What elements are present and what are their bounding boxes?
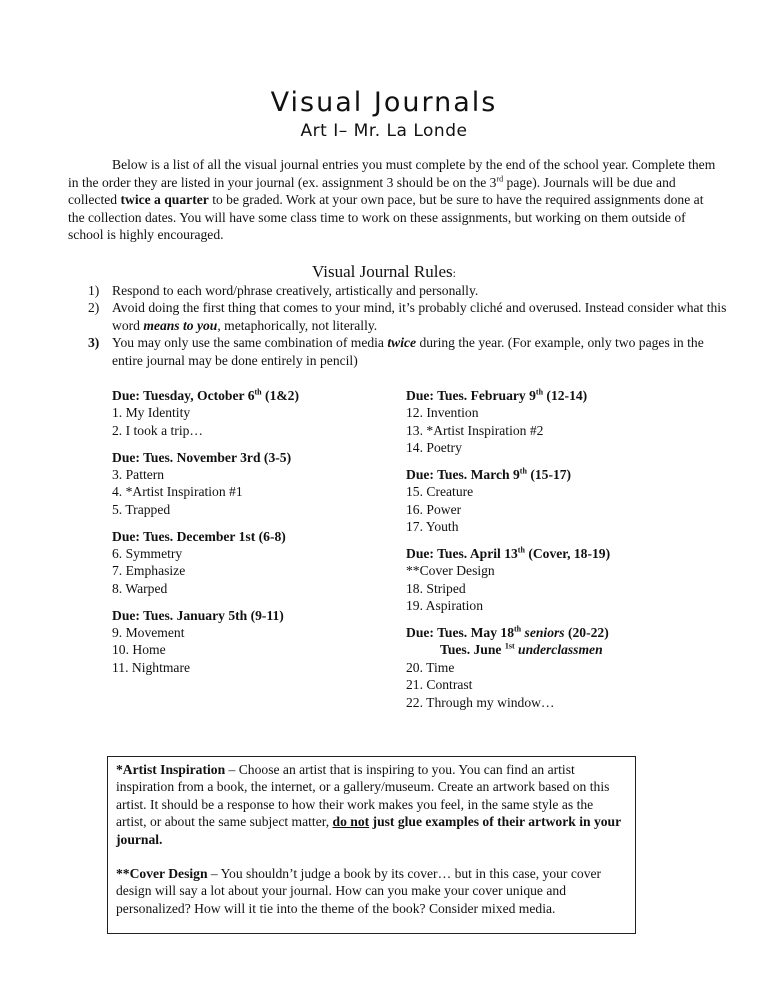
rule-text: You may only use the same combination of media bbox=[112, 335, 388, 351]
due-group bbox=[406, 624, 736, 711]
assignment-item: 2. I took a trip… bbox=[112, 422, 203, 438]
assignment-item: 1. My Identity bbox=[112, 405, 191, 421]
due-date-heading: Due: Tues. December 1st (6-8) bbox=[112, 528, 286, 544]
rule-text: Avoid doing the first thing that comes to your mind, it’s probably cliché and overused. Instead consider what this word bbox=[112, 300, 727, 333]
assignment-item: 18. Striped bbox=[406, 580, 466, 596]
rules-list bbox=[88, 282, 738, 369]
rule-number: 1) bbox=[88, 283, 100, 298]
rule-text: , metaphorically, not literally. bbox=[217, 317, 378, 333]
assignment-item: 6. Symmetry bbox=[112, 546, 183, 562]
due-date-heading: Due: Tues. November 3rd (3-5) bbox=[112, 449, 292, 465]
assignment-item: 20. Time bbox=[406, 659, 455, 675]
rule-text: Respond to each word/phrase creatively, artistically and personally. bbox=[112, 283, 479, 298]
assignment-item: **Cover Design bbox=[406, 563, 495, 579]
assignment-item: 16. Power bbox=[406, 501, 462, 517]
rule-emphasis: twice bbox=[387, 335, 417, 351]
rule-emphasis: means to you bbox=[143, 317, 218, 333]
assignment-item: 19. Aspiration bbox=[406, 598, 484, 614]
notes-box bbox=[107, 756, 636, 934]
intro-superscript: rd bbox=[496, 174, 504, 184]
assignment-item: 5. Trapped bbox=[112, 501, 171, 517]
due-group bbox=[112, 607, 402, 677]
assignment-item: 14. Poetry bbox=[406, 440, 462, 456]
assignment-item: 11. Nightmare bbox=[112, 659, 191, 675]
due-date-heading: Due: Tuesday, October 6th (1&2) bbox=[112, 387, 300, 403]
rule-item bbox=[88, 282, 738, 299]
assignment-item: 3. Pattern bbox=[112, 467, 165, 483]
note-text: – You shouldn’t judge a book by its cover… but in this case, your cover design will say a lot about your journal. How can you make your cover unique and personalized? How will it tie into the theme of the book? Consider mixed media. bbox=[116, 866, 602, 916]
assignment-item: 4. *Artist Inspiration #1 bbox=[112, 484, 243, 500]
assignment-item: 21. Contrast bbox=[406, 677, 473, 693]
rules-heading-colon: : bbox=[452, 266, 456, 280]
due-date-heading: Due: Tues. February 9th (12-14) bbox=[406, 387, 588, 403]
due-date-heading: Due: Tues. January 5th (9-11) bbox=[112, 607, 284, 623]
assignment-item: 17. Youth bbox=[406, 519, 459, 535]
assignment-item: 13. *Artist Inspiration #2 bbox=[406, 422, 544, 438]
due-group bbox=[112, 387, 402, 439]
intro-text-2: page). Journals will be due and collected bbox=[68, 174, 676, 208]
rule-text: during the year. (For example, only two pages in the entire journal may be done entirely in pencil) bbox=[112, 335, 704, 368]
note-label: **Cover Design bbox=[116, 866, 208, 882]
due-date-heading: Due: Tues. May 18th seniors (20-22) bbox=[406, 624, 609, 641]
note-bold-text: just glue examples of their artwork in your journal. bbox=[116, 814, 621, 847]
assignment-item: 22. Through my window… bbox=[406, 694, 555, 710]
due-group bbox=[406, 387, 736, 457]
assignment-item: 10. Home bbox=[112, 642, 166, 658]
intro-text-1: Below is a list of all the visual journal entries you must complete by the end of the school year. Complete them in the order they are listed in your journal (ex. assignment 3 should be on the 3 bbox=[68, 157, 716, 190]
assignment-item: 9. Movement bbox=[112, 625, 185, 641]
intro-paragraph bbox=[68, 156, 718, 244]
intro-text-3: to be graded. Work at your own pace, but be sure to have the required assignments done at the collection dates. You will have some class time to work on these assignments, but working on them outside of school is highly encouraged. bbox=[68, 192, 704, 243]
page-subtitle: Art I– Mr. La Londe bbox=[300, 121, 468, 141]
due-group bbox=[112, 449, 402, 519]
due-group bbox=[406, 466, 736, 536]
assignment-item: 8. Warped bbox=[112, 580, 168, 596]
schedule-right-column bbox=[406, 387, 736, 720]
due-date-heading: Due: Tues. April 13th (Cover, 18-19) bbox=[406, 545, 611, 562]
assignment-item: 12. Invention bbox=[406, 405, 479, 421]
rule-number: 2) bbox=[88, 300, 100, 316]
cover-design-note bbox=[116, 865, 627, 917]
note-text: – Choose an artist that is inspiring to you. You can find an artist inspiration from a book, the internet, or a gallery/museum. Create an artwork based on this artist. It should be a response to how their work makes you feel, in the same style as the artist, or about the same subject matter, bbox=[116, 762, 610, 830]
note-underline: do not bbox=[332, 814, 370, 830]
assignment-item: 15. Creature bbox=[406, 484, 474, 500]
rules-heading-text: Visual Journal Rules bbox=[312, 262, 453, 281]
schedule-left-column bbox=[112, 387, 402, 686]
page-title: Visual Journals bbox=[270, 87, 498, 118]
note-label: *Artist Inspiration bbox=[116, 762, 226, 777]
rule-number: 3) bbox=[88, 335, 100, 351]
intro-bold: twice a quarter bbox=[120, 192, 209, 208]
due-date-subheading: Tues. June $^{1st}$ underclassmen bbox=[440, 641, 603, 658]
rule-item bbox=[88, 299, 738, 334]
due-group bbox=[406, 545, 736, 615]
rule-item bbox=[88, 334, 738, 369]
rules-heading bbox=[0, 262, 768, 283]
assignment-item: 7. Emphasize bbox=[112, 563, 186, 579]
artist-inspiration-note bbox=[116, 761, 627, 848]
due-group bbox=[112, 528, 402, 598]
due-date-heading: Due: Tues. March 9th (15-17) bbox=[406, 466, 572, 483]
